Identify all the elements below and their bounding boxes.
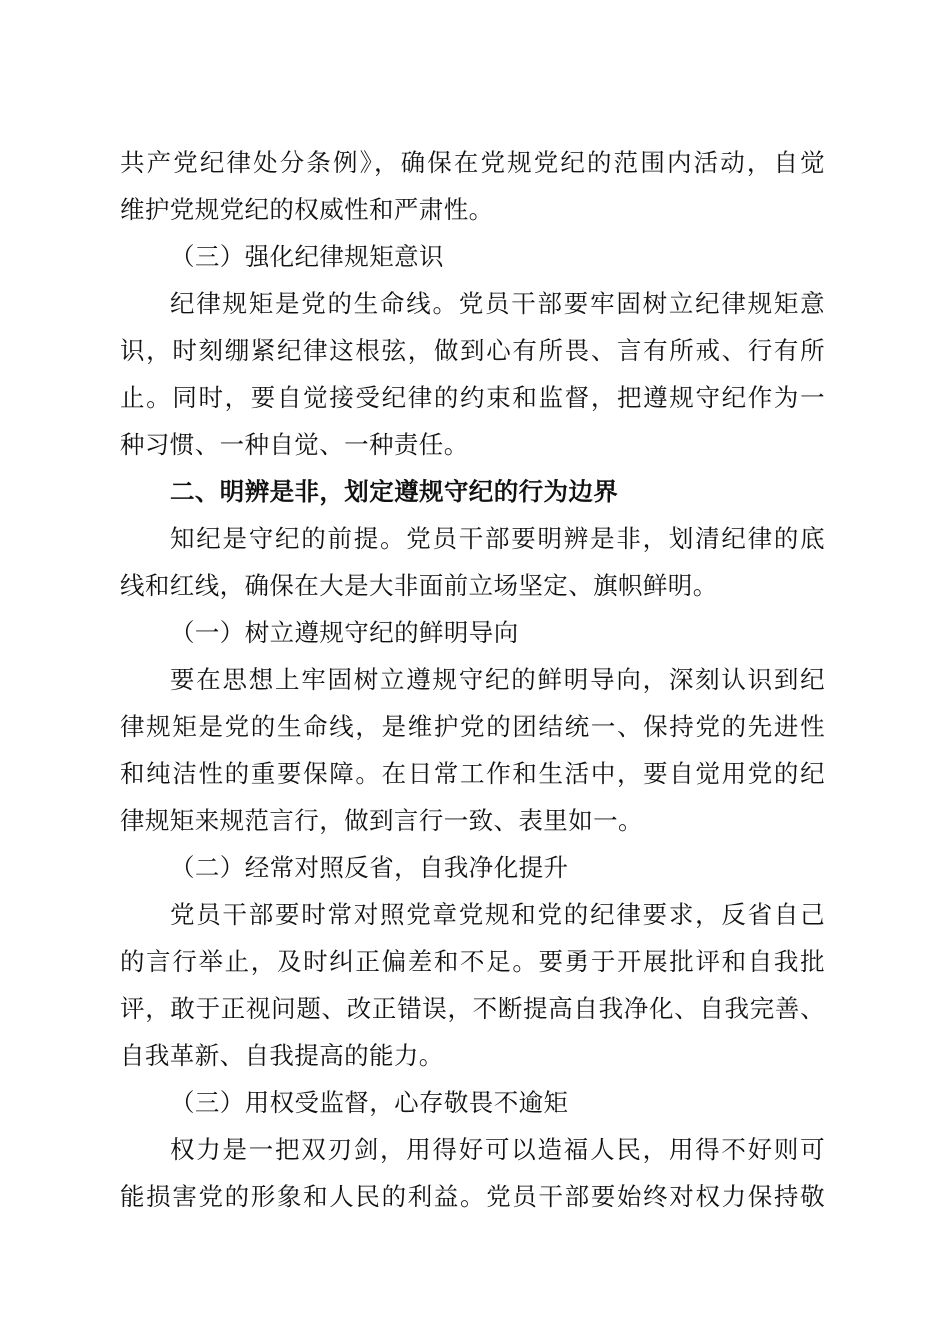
paragraph-line: 自我革新、自我提高的能力。 — [120, 1041, 444, 1070]
paragraph-line: 评，敢于正视问题、改正错误，不断提高自我净化、自我完善、 — [120, 994, 825, 1023]
paragraph-line: 律规矩是党的生命线，是维护党的团结统一、保持党的先进性 — [120, 712, 825, 741]
paragraph-line: 纪律规矩是党的生命线。党员干部要牢固树立纪律规矩意 — [170, 289, 825, 318]
paragraph-line: 律规矩来规范言行，做到言行一致、表里如一。 — [120, 806, 643, 835]
paragraph-line: 识，时刻绷紧纪律这根弦，做到心有所畏、言有所戒、行有所 — [120, 336, 825, 365]
section-heading: （三）强化纪律规矩意识 — [170, 242, 444, 271]
section-heading: （二）经常对照反省，自我净化提升 — [170, 853, 569, 882]
paragraph-line: 线和红线，确保在大是大非面前立场坚定、旗帜鲜明。 — [120, 571, 718, 600]
paragraph-line: 党员干部要时常对照党章党规和党的纪律要求，反省自己 — [170, 900, 825, 929]
paragraph-line: 能损害党的形象和人民的利益。党员干部要始终对权力保持敬 — [120, 1182, 825, 1211]
document-body — [120, 139, 825, 1220]
paragraph-line: 止。同时，要自觉接受纪律的约束和监督，把遵规守纪作为一 — [120, 383, 825, 412]
paragraph-line: 权力是一把双刃剑，用得好可以造福人民，用得不好则可 — [170, 1135, 825, 1164]
section-heading: （三）用权受监督，心存敬畏不逾矩 — [170, 1088, 569, 1117]
paragraph-line: 共产党纪律处分条例》，确保在党规党纪的范围内活动，自觉 — [120, 148, 825, 177]
paragraph-line: 的言行举止，及时纠正偏差和不足。要勇于开展批评和自我批 — [120, 947, 825, 976]
paragraph-line: 要在思想上牢固树立遵规守纪的鲜明导向，深刻认识到纪 — [170, 665, 825, 694]
paragraph-line: 和纯洁性的重要保障。在日常工作和生活中，要自觉用党的纪 — [120, 759, 825, 788]
paragraph-line: 知纪是守纪的前提。党员干部要明辨是非，划清纪律的底 — [170, 524, 825, 553]
chapter-heading: 二、明辨是非，划定遵规守纪的行为边界 — [170, 477, 619, 506]
section-heading: （一）树立遵规守纪的鲜明导向 — [170, 618, 519, 647]
paragraph-line: 维护党规党纪的权威性和严肃性。 — [120, 195, 494, 224]
paragraph-line: 种习惯、一种自觉、一种责任。 — [120, 430, 469, 459]
